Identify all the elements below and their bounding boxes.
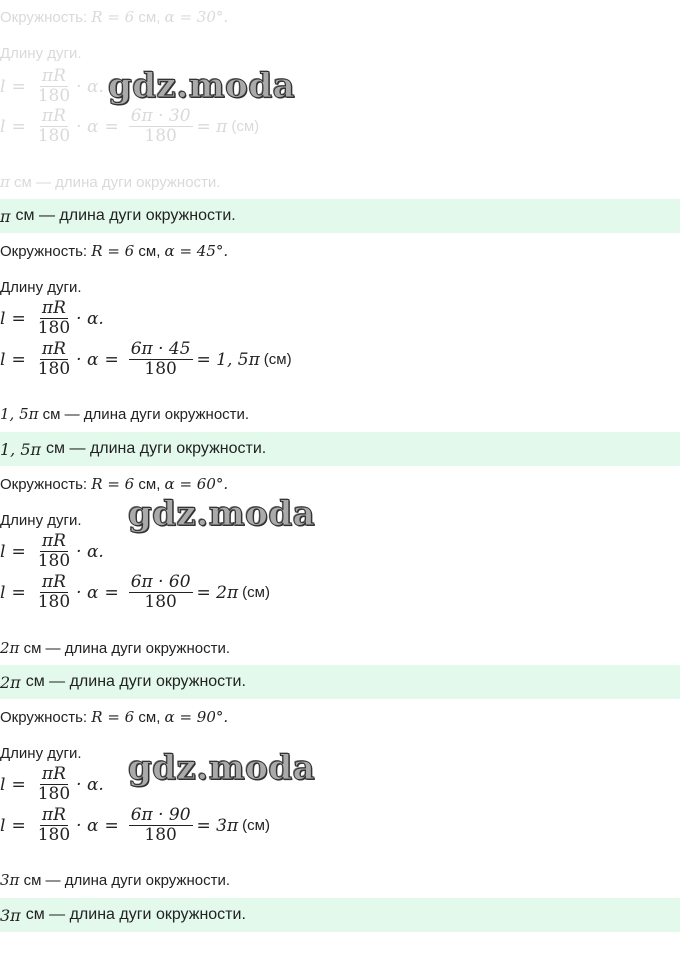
given-unit: см, — [138, 709, 161, 726]
given-radius: R = 6 — [91, 8, 135, 26]
given-unit: см, — [138, 476, 161, 493]
arc-formula: l = $\frac{\pi R}{180}$ · α. — [0, 531, 104, 571]
arc-calculation: l = $\frac{\pi R}{180}$ · α = $\frac{6\pi \cdot 60}{180}$ = 2π (см) — [0, 572, 270, 612]
given-unit: см, — [138, 9, 161, 26]
given-radius: R = 6 — [91, 475, 135, 493]
given-angle: α = 45°. — [164, 242, 229, 260]
watermark-logo: gdz.moda — [128, 494, 316, 534]
arc-calculation: l = $\frac{\pi R}{180}$ · α = $\frac{6\pi \cdot 30}{180}$ = π (см) — [0, 106, 260, 146]
arc-formula: l = $\frac{\pi R}{180}$ · α. — [0, 764, 104, 804]
result-line: 2π см — длина дуги окружности. — [0, 639, 230, 657]
given-angle: α = 60°. — [164, 475, 229, 493]
given-label: Окружность: — [0, 243, 88, 260]
given-line — [0, 241, 228, 262]
answer-box: 3π см — длина дуги окружности. — [0, 898, 680, 932]
find-line: Длину дуги. — [0, 512, 82, 529]
given-unit: см, — [138, 243, 161, 260]
given-angle: α = 30°. — [164, 8, 229, 26]
watermark-logo: gdz.moda — [128, 748, 316, 788]
result-line: π см — длина дуги окружности. — [0, 173, 221, 191]
find-line: Длину дуги. — [0, 279, 82, 296]
given-radius: R = 6 — [91, 242, 135, 260]
arc-calculation: l = $\frac{\pi R}{180}$ · α = $\frac{6\pi \cdot 45}{180}$ = 1, 5π (см) — [0, 339, 292, 379]
given-line — [0, 474, 228, 495]
answer-box: π см — длина дуги окружности. — [0, 199, 680, 233]
given-line — [0, 7, 228, 28]
given-label: Окружность: — [0, 9, 88, 26]
given-line — [0, 707, 228, 728]
answer-box: 2π см — длина дуги окружности. — [0, 665, 680, 699]
arc-calculation: l = $\frac{\pi R}{180}$ · α = $\frac{6\pi \cdot 90}{180}$ = 3π (см) — [0, 805, 270, 845]
arc-formula: l = $\frac{\pi R}{180}$ · α. — [0, 66, 104, 106]
answer-box: 1, 5π см — длина дуги окружности. — [0, 432, 680, 466]
arc-formula: l = $\frac{\pi R}{180}$ · α. — [0, 298, 104, 338]
result-line: 1, 5π см — длина дуги окружности. — [0, 405, 250, 423]
find-line: Длину дуги. — [0, 45, 82, 62]
given-label: Окружность: — [0, 709, 88, 726]
given-radius: R = 6 — [91, 708, 135, 726]
given-angle: α = 90°. — [164, 708, 229, 726]
find-line: Длину дуги. — [0, 745, 82, 762]
result-line: 3π см — длина дуги окружности. — [0, 871, 230, 889]
watermark-logo: gdz.moda — [108, 66, 296, 106]
given-label: Окружность: — [0, 476, 88, 493]
